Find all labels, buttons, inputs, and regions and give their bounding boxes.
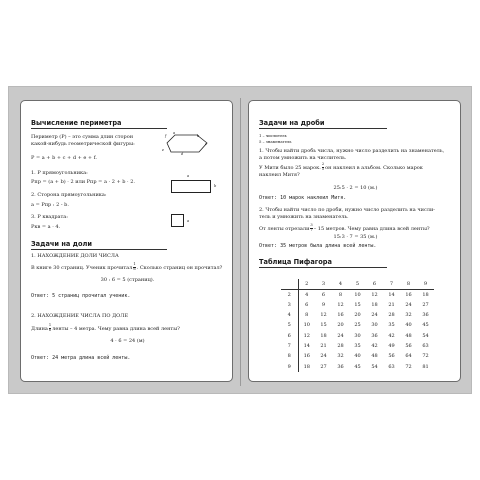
perimeter-step2-formula: а = Рпр : 2 - b.	[31, 202, 69, 208]
perimeter-step2: 2. Сторона прямоугольника:	[31, 192, 107, 198]
share-problem1-title: 1. НАХОЖДЕНИЕ ДОЛИ ЧИСЛА	[31, 253, 119, 259]
pythagoras-row-header-cell: 3	[281, 300, 298, 310]
fractions-legend-denominator: 5 – знаменатель	[259, 139, 292, 144]
fractions-heading: Задачи на дроби	[259, 119, 325, 127]
fractions-task2-text-a: От ленты отрезали	[259, 225, 310, 232]
fractions-task1-line2: наклеил Митя?	[259, 172, 300, 178]
fractions-task1-text-a: У Мити было 25 марок.	[259, 164, 321, 171]
pythagoras-header-cell: 8	[400, 279, 417, 289]
pythagoras-cell: 24	[371, 312, 378, 319]
fractions-task1-denominator: 5	[321, 166, 325, 171]
pythagoras-cell: 72	[422, 353, 429, 360]
fractions-rule2-line2: тель и умножить на знаменатель.	[259, 214, 349, 220]
perimeter-definition-line1: Периметр (Р) – это сумма длин сторон	[31, 134, 134, 140]
pythagoras-cell: 18	[371, 301, 378, 308]
square-figure	[171, 214, 184, 227]
pythagoras-cell: 16	[405, 291, 412, 298]
pythagoras-cell: 45	[354, 363, 361, 370]
fractions-task2-fraction	[310, 224, 312, 233]
pythagoras-cell: 16	[337, 312, 344, 319]
fractions-rule1-line1: 1. Чтобы найти дробь числа, нужно число разделить на знаменатель,	[259, 148, 445, 154]
pythagoras-cell: 18	[320, 332, 327, 339]
hexagon-label-e: e	[162, 148, 165, 152]
share-problem2-text-a: Длина	[31, 325, 48, 332]
fractions-task2-answer: Ответ: 35 метров была длина всей ленты.	[259, 243, 377, 249]
pythagoras-cell: 40	[405, 322, 412, 329]
pythagoras-row	[281, 310, 434, 320]
perimeter-step1-formula: Рпр = (a + b) · 2 или Рпр = a · 2 + b · 2.	[31, 179, 135, 185]
pythagoras-row	[281, 320, 434, 330]
perimeter-formula: Р = a + b + c + d + e + f.	[31, 155, 97, 161]
share-problem1-numerator: 1	[133, 262, 136, 266]
pythagoras-cell: 30	[371, 322, 378, 329]
pythagoras-cell: 27	[422, 301, 429, 308]
pythagoras-cell: 56	[405, 342, 412, 349]
pythagoras-cell: 10	[354, 291, 361, 298]
pythagoras-cell: 14	[303, 342, 310, 349]
pythagoras-header-cell: 9	[417, 279, 434, 289]
pythagoras-cell: 9	[321, 301, 326, 308]
fractions-rule2-line1: 2. Чтобы найти число по дроби, нужно число разделить на числи-	[259, 207, 435, 213]
pythagoras-cell: 36	[371, 332, 378, 339]
share-problem2-denominator: 6	[48, 327, 52, 332]
pythagoras-row-header-cell: 8	[281, 351, 298, 361]
pythagoras-row-header-cell: 7	[281, 341, 298, 351]
right-page	[248, 100, 461, 382]
pythagoras-cell: 12	[371, 291, 378, 298]
pythagoras-cell: 12	[303, 332, 310, 339]
fractions-task2-numerator: 3	[310, 223, 313, 227]
perimeter-definition-line2: какой-нибудь геометрической фигуры:	[31, 141, 135, 147]
share-problem2-text-b: ленты – 4 метра. Чему равна длина всей ленты?	[52, 325, 180, 332]
pythagoras-cell: 27	[320, 363, 327, 370]
pythagoras-cell: 63	[388, 363, 395, 370]
square-label-a: a	[187, 219, 190, 223]
pythagoras-cell: 30	[354, 332, 361, 339]
share-problem1-calc: 30 : 6 = 5 (страниц).	[100, 277, 155, 283]
pythagoras-cell: 24	[337, 332, 344, 339]
pythagoras-cell: 20	[354, 312, 361, 319]
pythagoras-header-cell: 6	[366, 279, 383, 289]
pythagoras-cell: 45	[422, 322, 429, 329]
pythagoras-header-cell: 3	[315, 279, 332, 289]
pythagoras-cell: 35	[354, 342, 361, 349]
pythagoras-cell: 36	[337, 363, 344, 370]
share-problem1-text-a: В книге 30 страниц. Ученик прочитал	[31, 264, 133, 271]
pythagoras-cell: 8	[305, 312, 309, 319]
pythagoras-cell: 35	[388, 322, 395, 329]
perimeter-heading: Вычисление периметра	[31, 119, 122, 127]
fractions-task1-text-b: он наклеил в альбом. Сколько марок	[325, 164, 423, 171]
share-heading: Задачи на доли	[31, 240, 92, 248]
pythagoras-cell: 28	[337, 342, 344, 349]
fractions-task1-answer: Ответ: 10 марок наклеил Митя.	[259, 195, 347, 201]
pythagoras-row-header-cell: 2	[281, 289, 298, 299]
pythagoras-cell: 32	[405, 312, 412, 319]
pythagoras-cell: 12	[320, 312, 327, 319]
share-problem2-calc: 4 · 6 = 24 (м)	[110, 338, 145, 344]
pythagoras-cell: 48	[405, 332, 412, 339]
pythagoras-cell: 36	[422, 312, 429, 319]
pythagoras-cell: 32	[337, 353, 344, 360]
share-problem2-numerator: 1	[48, 323, 52, 327]
pythagoras-cell: 10	[303, 322, 310, 329]
pythagoras-cell: 12	[337, 301, 344, 308]
hexagon-figure	[163, 131, 211, 155]
rectangle-label-b: b	[214, 184, 217, 188]
pythagoras-cell: 6	[305, 301, 309, 308]
fractions-task1-calc: 25:5 · 2 = 10 (м.)	[333, 185, 378, 191]
share-heading-rule	[31, 249, 167, 250]
pythagoras-row	[281, 330, 434, 340]
pythagoras-cell: 81	[422, 363, 429, 370]
pythagoras-cell: 24	[405, 301, 412, 308]
share-problem1-fraction	[133, 263, 135, 272]
share-problem2-answer: Ответ: 24 метра длина всей ленты.	[31, 355, 131, 361]
pythagoras-table	[281, 279, 434, 372]
fractions-task1-numerator: 2	[321, 162, 325, 166]
pythagoras-cell: 18	[422, 291, 429, 298]
rectangle-label-a: a	[187, 174, 190, 178]
perimeter-heading-rule	[31, 128, 167, 129]
share-problem2-text	[31, 324, 180, 333]
share-problem1-answer: Ответ: 5 страниц прочитал ученик.	[31, 293, 131, 299]
share-problem1-text	[31, 263, 222, 272]
fractions-task2-calc: 15:3 · 7 = 35 (м.)	[333, 234, 378, 240]
fractions-task1-text	[259, 163, 423, 172]
pythagoras-cell: 16	[303, 353, 310, 360]
pythagoras-cell: 56	[388, 353, 395, 360]
pythagoras-row-header-cell: 5	[281, 320, 298, 330]
fractions-task2-text-b: – 15 метров. Чему равна длина всей ленты?	[313, 225, 430, 232]
pythagoras-row-header-cell: 4	[281, 310, 298, 320]
share-problem2-title: 2. НАХОЖДЕНИЕ ЧИСЛА ПО ДОЛЕ	[31, 313, 129, 319]
perimeter-step3: 3. Р квадрата:	[31, 214, 68, 220]
fractions-task1-fraction	[322, 163, 324, 172]
pythagoras-row	[281, 361, 434, 371]
fractions-rule1-line2: а потом умножить на числитель.	[259, 155, 347, 161]
pythagoras-header-cell: 4	[332, 279, 349, 289]
pythagoras-cell: 18	[303, 363, 310, 370]
pythagoras-row	[281, 300, 434, 310]
pythagoras-cell: 21	[320, 342, 327, 349]
notebook-spine	[240, 98, 241, 386]
pythagoras-cell: 6	[321, 291, 326, 298]
pythagoras-cell: 48	[371, 353, 378, 360]
pythagoras-cell: 54	[422, 332, 429, 339]
share-problem2-fraction	[49, 324, 51, 333]
pythagoras-cell: 15	[354, 301, 361, 308]
hexagon-label-b: b	[197, 134, 200, 138]
pythagoras-header-cell: 2	[298, 279, 315, 289]
pythagoras-cell: 21	[388, 301, 395, 308]
hexagon-label-a: a	[173, 131, 176, 135]
hexagon-label-d: d	[181, 152, 184, 156]
pythagoras-cell: 14	[388, 291, 395, 298]
perimeter-step1: 1. Р прямоугольника:	[31, 170, 88, 176]
pythagoras-cell: 24	[320, 353, 327, 360]
rectangle-figure	[171, 180, 211, 193]
pythagoras-cell: 20	[337, 322, 344, 329]
fractions-heading-rule	[259, 128, 387, 129]
pythagoras-row	[281, 351, 434, 361]
left-page	[20, 100, 233, 382]
pythagoras-cell: 72	[405, 363, 412, 370]
pythagoras-heading-rule	[259, 267, 387, 268]
pythagoras-row-header-cell: 6	[281, 330, 298, 340]
hexagon-label-c: c	[205, 142, 208, 146]
fractions-legend-numerator: 1 – числитель	[259, 133, 287, 138]
pythagoras-row	[281, 341, 434, 351]
pythagoras-cell: 49	[388, 342, 395, 349]
pythagoras-corner-cell	[281, 279, 298, 289]
pythagoras-header-cell: 7	[383, 279, 400, 289]
pythagoras-cell: 42	[371, 342, 378, 349]
pythagoras-heading: Таблица Пифагора	[259, 258, 332, 266]
fractions-task2-denominator: 7	[310, 227, 313, 232]
pythagoras-header-cell: 5	[349, 279, 366, 289]
pythagoras-cell: 8	[338, 291, 343, 298]
pythagoras-cell: 64	[405, 353, 412, 360]
pythagoras-row	[281, 289, 434, 299]
pythagoras-cell: 63	[422, 342, 429, 349]
share-problem1-text-b: . Сколько страниц он прочитал?	[136, 264, 223, 271]
share-problem1-denominator: 6	[133, 266, 136, 271]
pythagoras-cell: 28	[388, 312, 395, 319]
pythagoras-cell: 15	[320, 322, 327, 329]
hexagon-label-f: f	[165, 134, 167, 138]
pythagoras-cell: 42	[388, 332, 395, 339]
perimeter-step3-formula: Ркв = а · 4.	[31, 224, 61, 230]
pythagoras-cell: 4	[305, 291, 309, 298]
pythagoras-cell: 40	[354, 353, 361, 360]
pythagoras-header-row	[281, 279, 434, 289]
pythagoras-row-header-cell: 9	[281, 361, 298, 371]
fractions-task2-text	[259, 224, 430, 233]
pythagoras-cell: 54	[371, 363, 378, 370]
pythagoras-cell: 25	[354, 322, 361, 329]
